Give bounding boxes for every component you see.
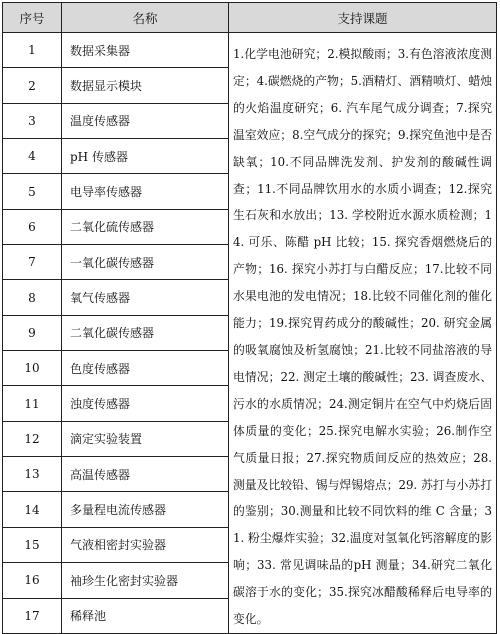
row-index: 14 [3, 492, 62, 527]
row-name: 氧气传感器 [62, 280, 229, 315]
header-row [3, 3, 497, 33]
row-name: 多量程电流传感器 [62, 492, 229, 527]
row-name: 二氧化碳传感器 [62, 315, 229, 350]
header-topics: 支持课题 [229, 3, 497, 33]
row-name: 高温传感器 [62, 457, 229, 492]
row-index: 9 [3, 315, 62, 350]
row-name: 滴定实验装置 [62, 421, 229, 456]
row-name: 浊度传感器 [62, 386, 229, 421]
row-name: 一氧化碳传感器 [62, 245, 229, 280]
row-name: 温度传感器 [62, 103, 229, 138]
row-name: pH 传感器 [62, 139, 229, 174]
row-name: 电导率传感器 [62, 174, 229, 209]
supported-topics-cell: 1.化学电池研究；2.模拟酸雨；3.有色溶液浓度测定；4.碳燃烧的产物；5.酒精灯、酒精喷灯、蜡烛的火焰温度研究；6. 汽车尾气成分调查；7.探究温室效应；8.空气成分的探究；9.探究鱼池中是否缺氧；10.不同品牌洗发剂、护发剂的酸碱性调查；11.不同品牌饮用水的水质小调查；12.探究生石灰和水放出；13. 学校附近水源水质检测；14. 可乐、陈醋 pH 比较；15. 探究香烟燃烧后的产物；16. 探究小苏打与白醋反应；17.比较不同水果电池的发电情况；18.比较不同催化剂的催化能力；19.探究胃药成分的酸碱性；20. 研究金属的吸氧腐蚀及析氢腐蚀；21.比较不同盐溶液的导电情况；22. 测定土壤的酸碱性；23. 调查废水、污水的水质情况；24.测定铜片在空气中灼烧后固体质量的变化；25.探究电解水实验；26.制作空气质量日报；27.探究物质间反应的热效应；28. 测量及比较铅、锡与焊锡熔点；29. 苏打与小苏打的鉴别；30.测量和比较不同饮料的维 C 含量；31. 粉尘爆炸实验；32.温度对氢氧化钙溶解度的影响；33. 常见调味品的pH 测量；34.研究二氧化碳溶于水的变化；35.探究冰醋酸稀释后电导率的变化。 [229, 33, 497, 634]
row-name: 袖珍生化密封实验器 [62, 563, 229, 598]
row-name: 色度传感器 [62, 351, 229, 386]
table-row [3, 33, 497, 68]
row-index: 16 [3, 563, 62, 598]
row-name: 二氧化硫传感器 [62, 209, 229, 244]
row-name: 数据显示模块 [62, 68, 229, 103]
row-index: 12 [3, 421, 62, 456]
row-index: 6 [3, 209, 62, 244]
row-index: 7 [3, 245, 62, 280]
header-index: 序号 [3, 3, 62, 33]
row-index: 10 [3, 351, 62, 386]
row-index: 15 [3, 527, 62, 562]
row-name: 稀释池 [62, 598, 229, 633]
row-name: 数据采集器 [62, 33, 229, 68]
row-index: 1 [3, 33, 62, 68]
row-index: 11 [3, 386, 62, 421]
row-index: 4 [3, 139, 62, 174]
header-name: 名称 [62, 3, 229, 33]
row-index: 8 [3, 280, 62, 315]
row-name: 气液相密封实验器 [62, 527, 229, 562]
row-index: 13 [3, 457, 62, 492]
row-index: 17 [3, 598, 62, 633]
row-index: 5 [3, 174, 62, 209]
row-index: 3 [3, 103, 62, 138]
equipment-topics-table [2, 2, 497, 634]
row-index: 2 [3, 68, 62, 103]
